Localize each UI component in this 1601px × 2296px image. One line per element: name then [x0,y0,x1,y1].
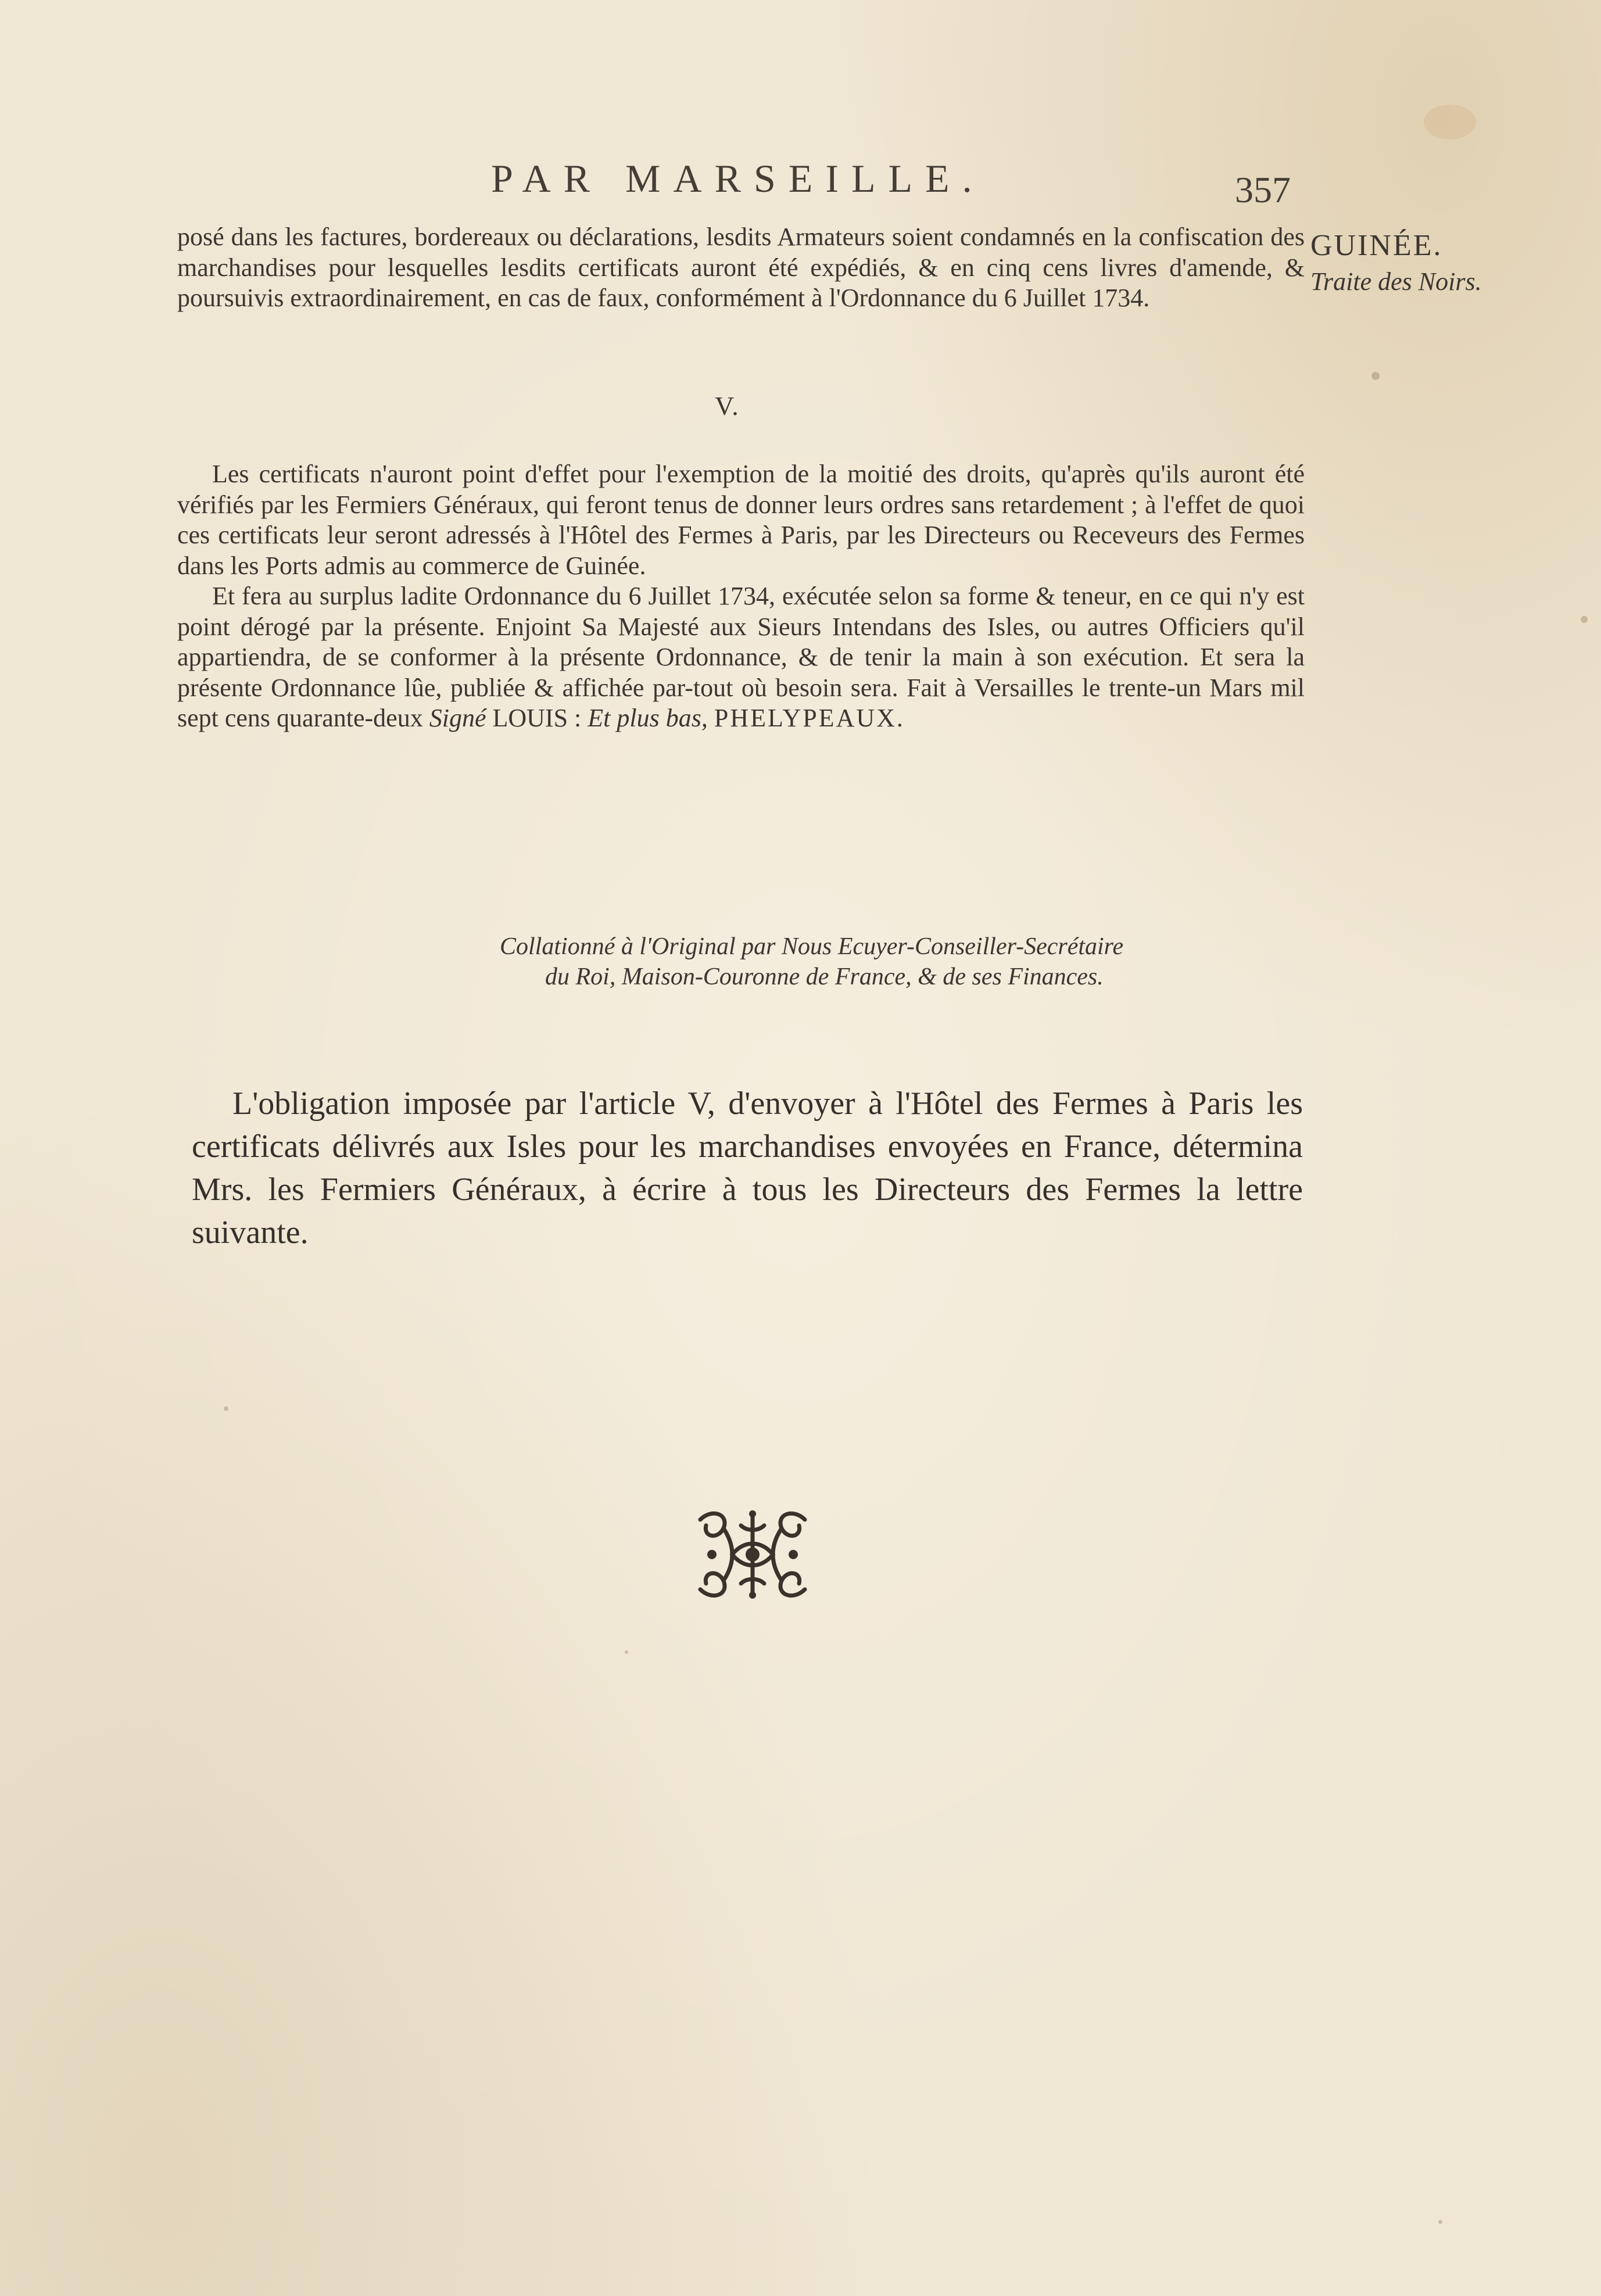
continued-paragraph [177,222,1305,314]
countersignature: PHELYPEAUX. [714,704,905,732]
fleuron-ornament-icon [689,1505,816,1604]
article-paragraph-2-text: Et fera au surplus ladite Ordonnance du 6 Juillet 1734, exécutée selon sa forme & teneur, en ce qui n'y est point dérogé par la présente. Enjoint Sa Majesté aux Sieurs Intendans des Isles, ou autres Officiers qu'il appartiendra, de se conformer à la présente Ordonnance, & de tenir la main à son exécution. Et sera la présente Ordonnance lûe, publiée & affichée par-tout où besoin sera. Fait à Versailles le trente-un Mars mil sept cens quarante-deux [177,582,1305,732]
article-paragraph-2 [177,581,1305,734]
signed-name: LOUIS : [492,704,582,732]
attestation [500,932,1308,992]
signed-label: Signé [429,704,486,732]
margin-note-subheading: Traite des Noirs. [1310,267,1482,296]
page-number: 357 [1235,169,1291,210]
continued-paragraph-text: posé dans les factures, bordereaux ou déclarations, lesdits Armateurs soient condamnés en la confiscation des marchandises pour lesquelles lesdits certificats auront été expédiés, & en cinq cens livres d'amende, & poursuivis extraordinairement, en cas de faux, conformément à l'Ordonnance du 6 Juillet 1734. [177,223,1305,312]
below-label: Et plus bas, [588,704,708,732]
margin-note-heading: GUINÉE. [1310,229,1443,262]
article-body [177,459,1305,734]
attestation-line-1: Collationné à l'Original par Nous Ecuyer-Conseiller-Secrétaire [500,933,1124,960]
running-head: PAR MARSEILLE. [491,156,985,200]
editorial-note: L'obligation imposée par l'article V, d'envoyer à l'Hôtel des Fermes à Paris les certificats délivrés aux Isles pour les marchandises envoyées en France, détermina Mrs. les Fermiers Généraux, à écrire à tous les Directeurs des Fermes la lettre suivante. [192,1086,1303,1251]
margin-note [1310,228,1584,300]
article-number: V. [715,391,740,421]
article-paragraph-1: Les certificats n'auront point d'effet pour l'exemption de la moitié des droits, qu'après qu'ils auront été vérifiés par les Fermiers Généraux, qui feront tenus de donner leurs ordres sans retardement ; à l'effet de quoi ces certificats leur seront adressés à l'Hôtel des Fermes à Paris, par les Directeurs ou Receveurs des Fermes dans les Ports admis au commerce de Guinée. [177,460,1305,580]
attestation-line-2: du Roi, Maison-Couronne de France, & de ses Finances. [545,963,1104,990]
